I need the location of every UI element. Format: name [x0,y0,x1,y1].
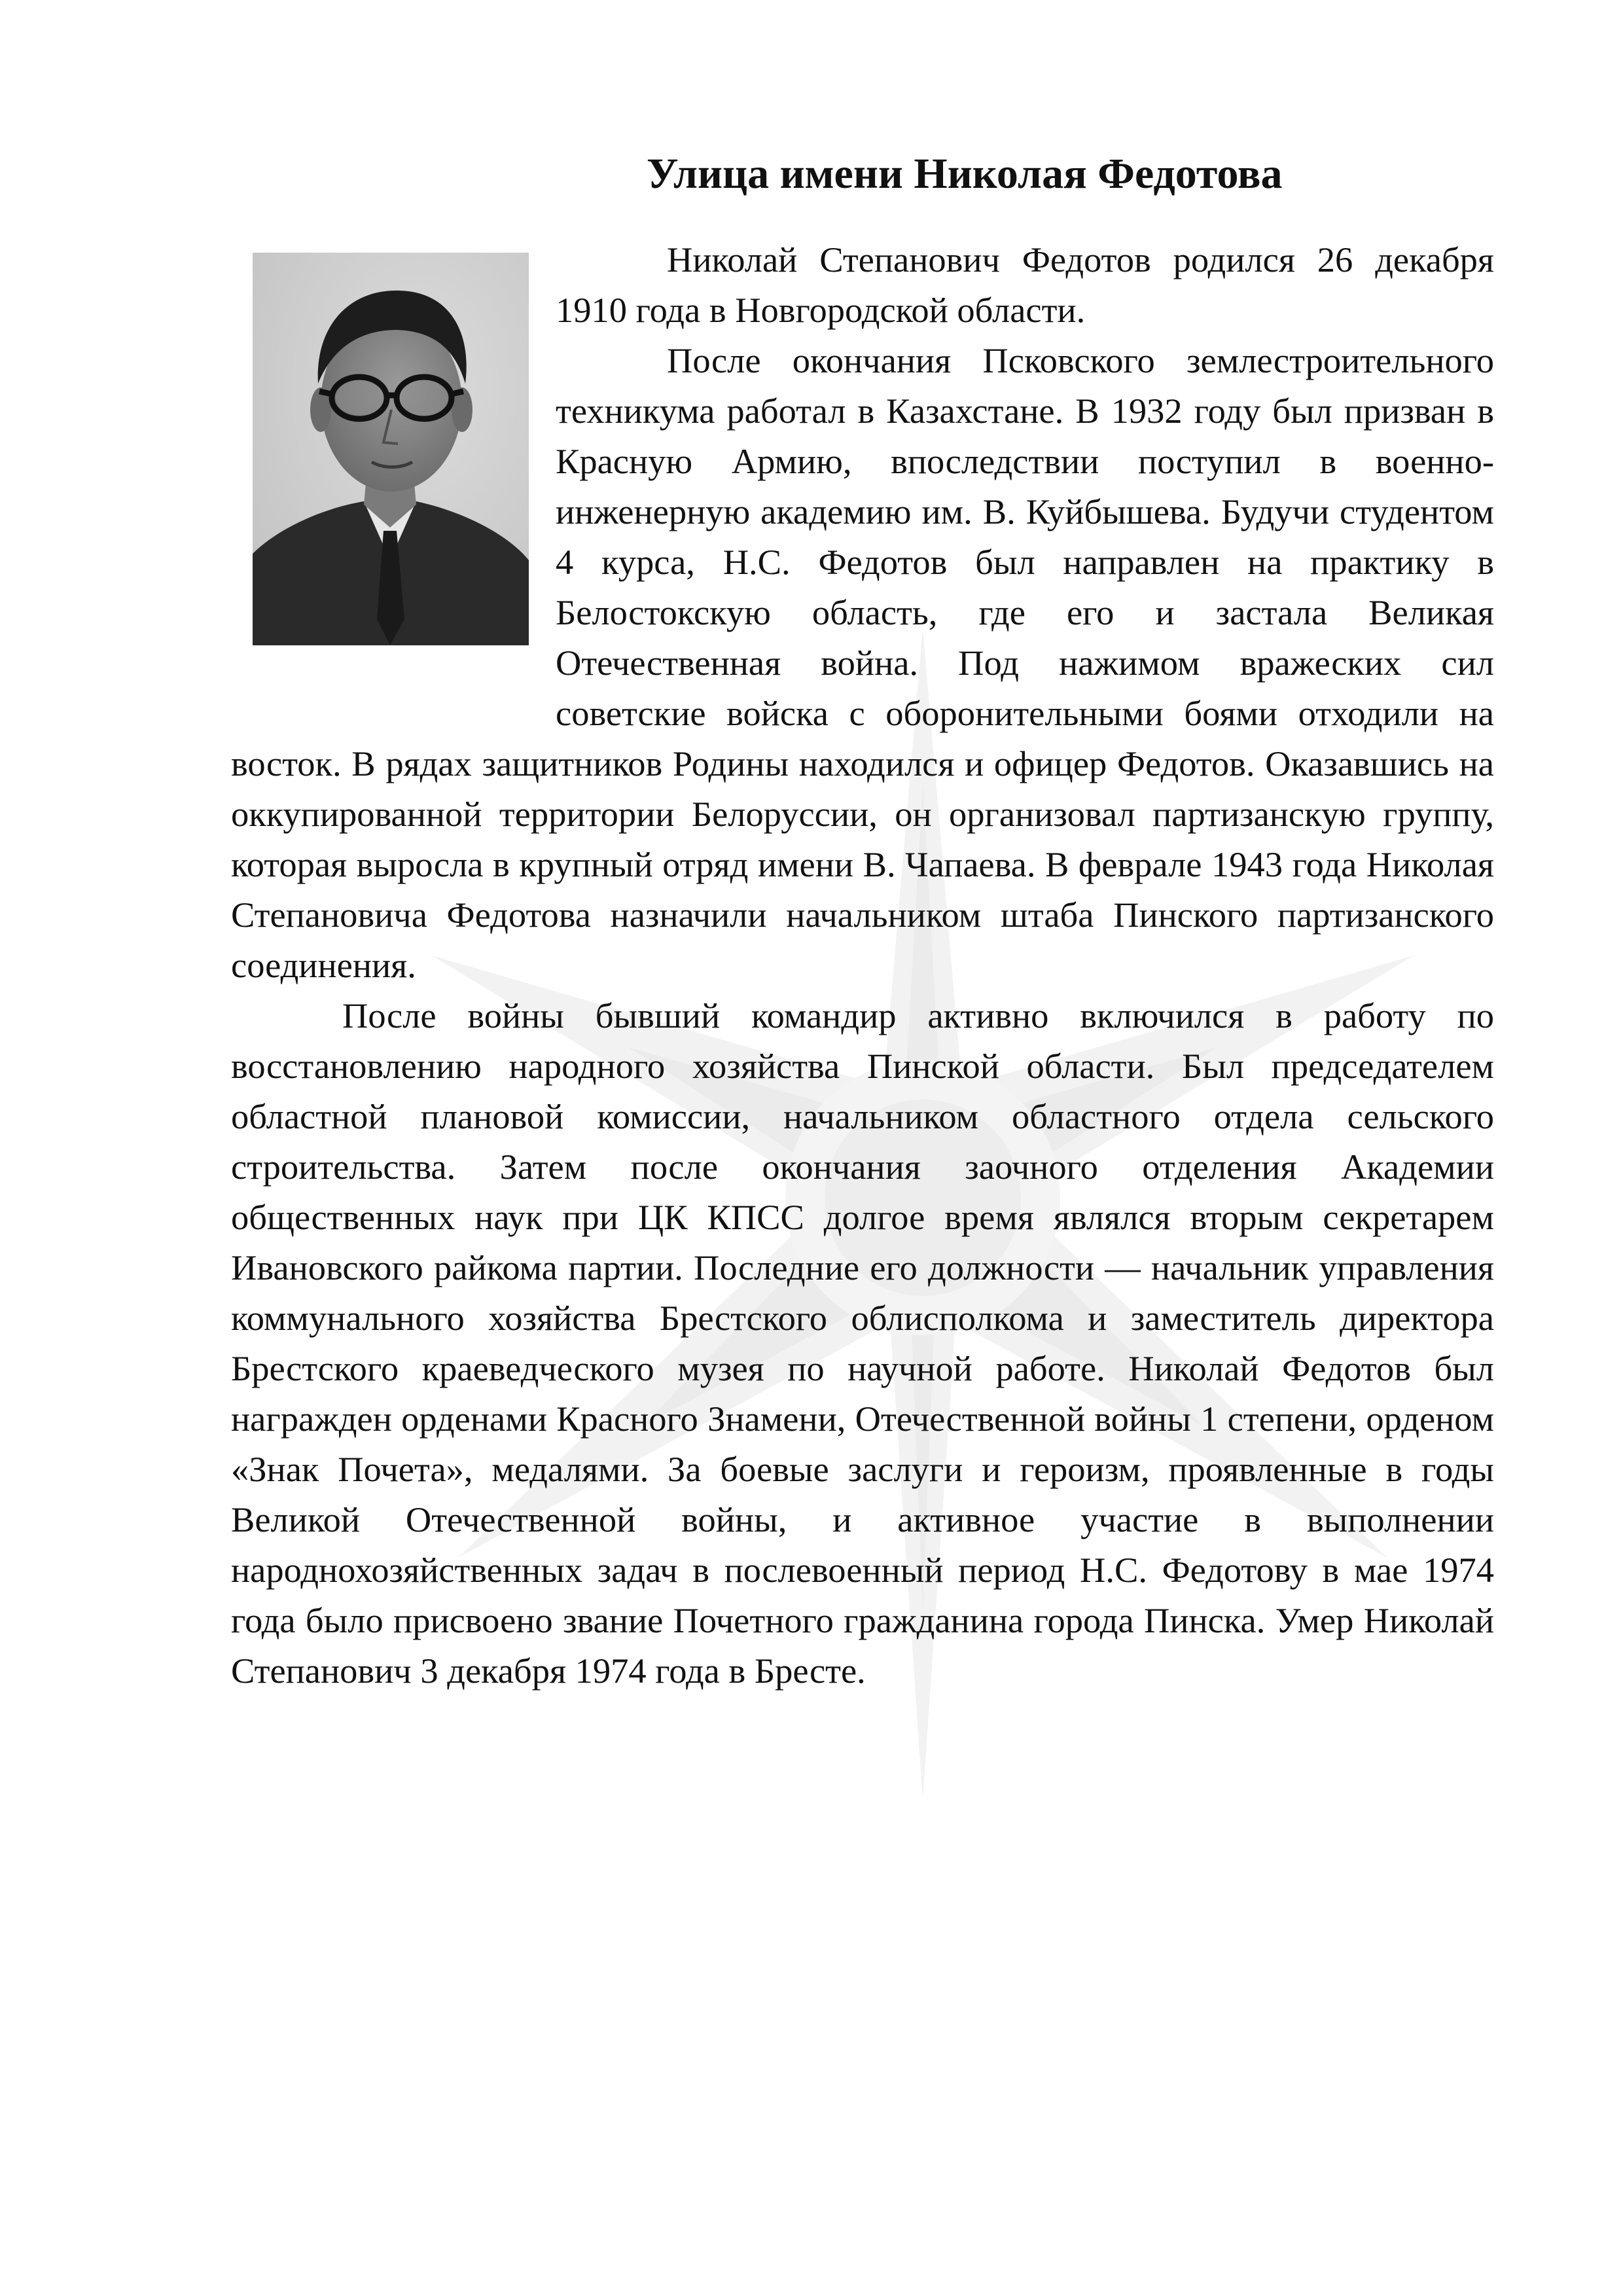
paragraph-1: Николай Степанович Федотов родился 26 декабря 1910 года в Новгородской области. [556,240,1494,330]
paragraph-2: После окончания Псковского землестроительного техникума работал в Казахстане. В 1932 году был призван в Красную Армию, впоследствии поступил в военно-инженерную академию им. В. Куйбышева. Будучи студентом 4 курса, Н.С. Федотов был направлен на практику в Белостокскую область, где его и застала Великая Отечественная война. Под нажимом вражеских сил советские войска с оборонительными боями отходили на восток. В рядах защитников Родины находился и офицер Федотов. Оказавшись на оккупированной территории Белоруссии, он организовал партизанскую группу, которая выросла в крупный отряд имени В. Чапаева. В феврале 1943 года Николая Степановича Федотова назначили начальником штаба Пинского партизанского соединения. [231,340,1494,985]
paragraph-3: После войны бывший командир активно включился в работу по восстановлению народного хозяйства Пинской области. Был председателем областной плановой комиссии, начальником областного отдела сельского строительства. Затем после окончания заочного отделения Академии общественных наук при ЦК КПСС долгое время являлся вторым секретарем Ивановского райкома партии. Последние его должности — начальник управления коммунального хозяйства Брестского облисполкома и заместитель директора Брестского краеведческого музея по научной работе. Николай Федотов был награжден орденами Красного Знамени, Отечественной войны 1 степени, орденом «Знак Почета», медалями. За боевые заслуги и героизм, проявленные в годы Великой Отечественной войны, и активное участие в выполнении народнохозяйственных задач в послевоенный период Н.С. Федотову в мае 1974 года было присвоено звание Почетного гражданина города Пинска. Умер Николай Степанович 3 декабря 1974 года в Бресте. [231,996,1494,1691]
page-title: Улица имени Николая Федотова [647,150,1283,198]
article-body [231,234,1494,1696]
photo-wrap-space [231,234,556,692]
